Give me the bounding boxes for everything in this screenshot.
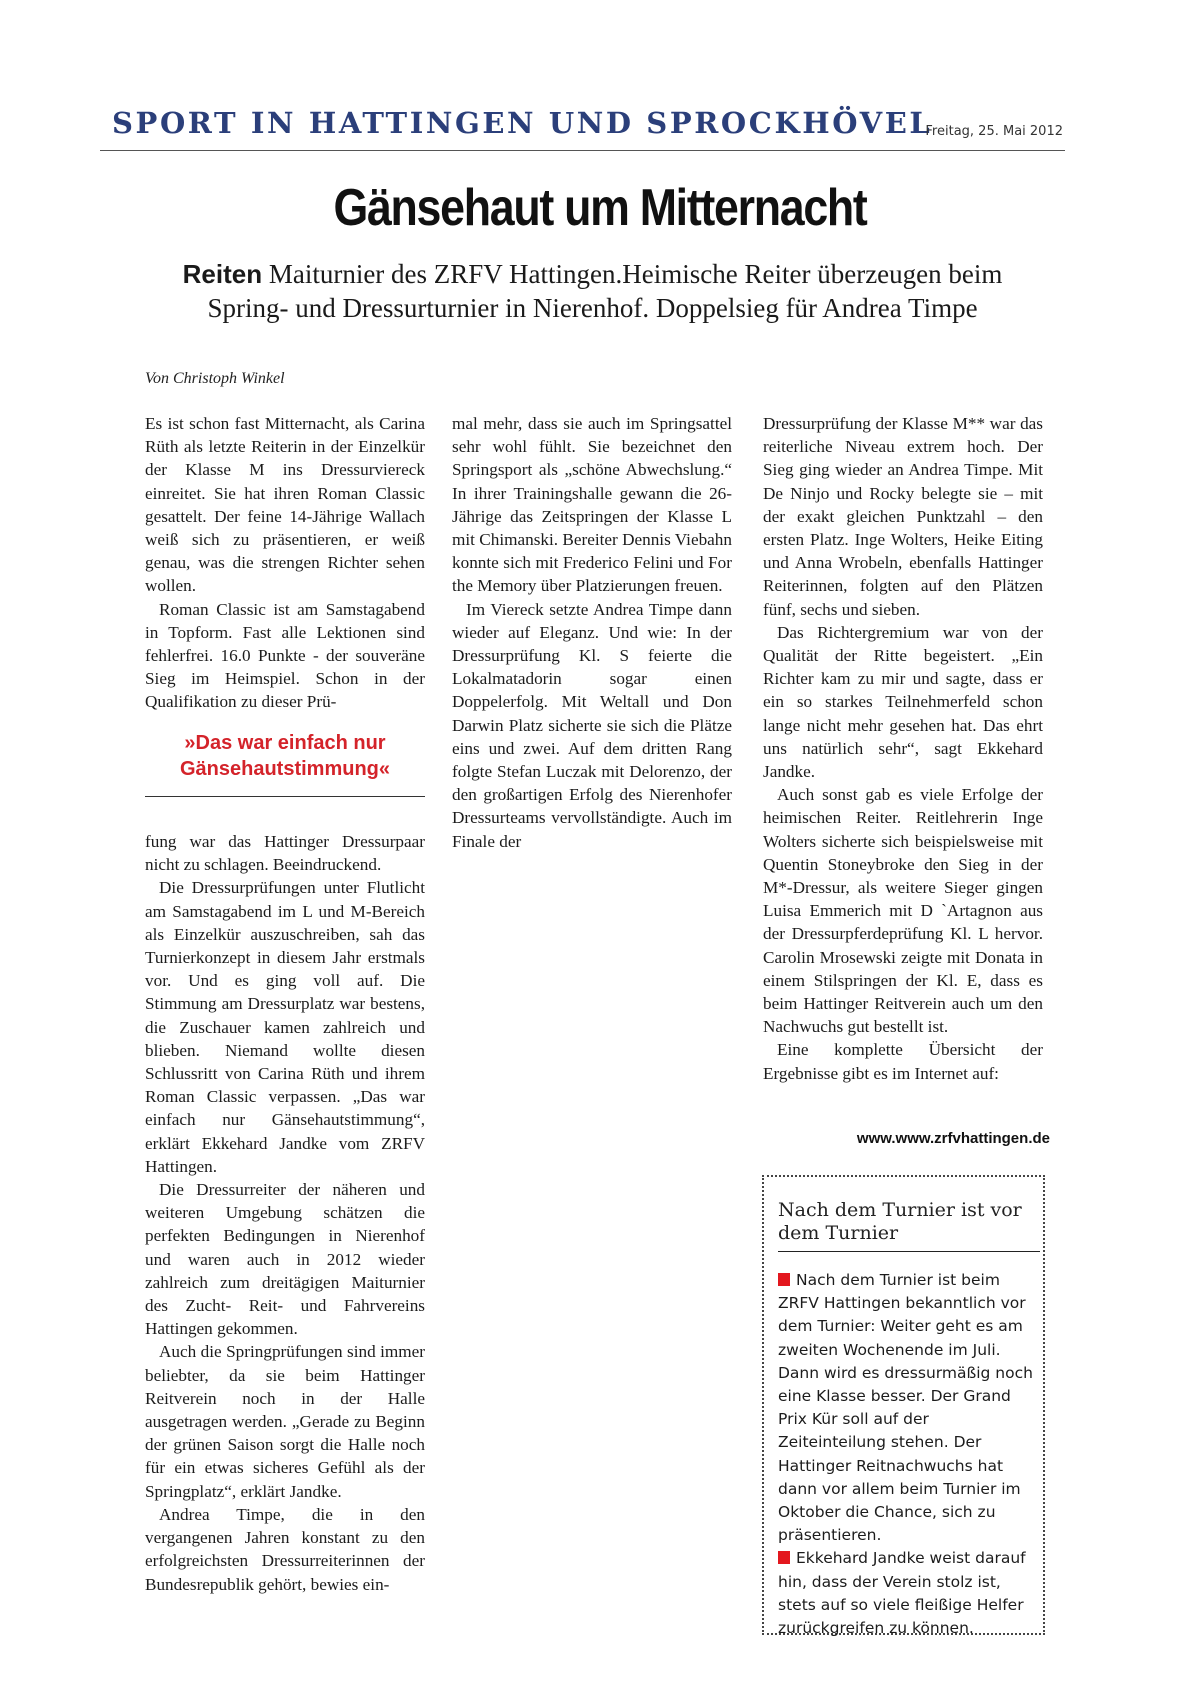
paragraph: Andrea Timpe, die in den vergangenen Jahren konstant zu den erfolgreichsten Dressurreiterinnen der Bundesrepublik gehört, bewies ein- — [145, 1504, 425, 1594]
article-subhead-text: Maiturnier des ZRFV Hattingen.Heimische Reiter überzeugen beim Spring- und Dressurturnier in Nierenhof. Doppelsieg für Andrea Timpe — [207, 259, 1003, 323]
pull-quote: »Das war einfach nur Gänsehautstimmung« — [145, 730, 425, 797]
publication-date: Freitag, 25. Mai 2012 — [925, 124, 1063, 139]
info-box-item-text: Ekkehard Jandke weist darauf hin, dass der Verein stolz ist, stets auf so viele fleißige Helfer zurückgreifen zu können. — [778, 1549, 1026, 1638]
red-square-bullet-icon — [778, 1551, 790, 1564]
paragraph: Eine komplette Übersicht der Ergebnisse gibt es im Internet auf: — [763, 1040, 1043, 1083]
paragraph: Roman Classic ist am Samstagabend in Topform. Fast alle Lektionen sind fehlerfrei. 16.0 Punkte - der souveräne Sieg im Heimspiel. Schon in der Qualifikation zu dieser Prü- — [145, 599, 425, 712]
paragraph: Im Viereck setzte Andrea Timpe dann wieder auf Eleganz. Und wie: In der Dressurprüfung Kl. S feierte die Lokalmatadorin sogar einen Doppelerfolg. Mit Weltall und Don Darwin Platz sicherte sie sich die Plätze eins und zwei. Auf dem dritten Rang folgte Stefan Luczak mit Delorenzo, der den großartigen Erfolg des Nierenhofer Dressurteams vervollständigte. Auch im Finale der — [452, 599, 732, 851]
byline: Von Christoph Winkel — [145, 370, 285, 387]
info-box-item-text: Nach dem Turnier ist beim ZRFV Hattingen bekanntlich vor dem Turnier: Weiter geht es am zweiten Wochenende im Juli. Dann wird es dressurmäßig noch eine Klasse besser. Der Grand Prix Kür soll auf der Zeiteinteilung stehen. Der Hattinger Reitnachwuchs hat dann vor allem beim Turnier im Oktober die Chance, sich zu präsentieren. — [778, 1271, 1033, 1545]
article-column-1-continued — [145, 830, 425, 1596]
section-title: SPORT IN HATTINGEN UND SPROCKHÖVEL — [112, 106, 933, 140]
article-headline: Gänsehaut um Mitternacht — [333, 179, 867, 237]
article-column-3 — [763, 412, 1043, 1085]
info-box-body — [778, 1269, 1040, 1640]
paragraph: Auch sonst gab es viele Erfolge der heimischen Reiter. Reitlehrerin Inge Wolters sicherte sich beispielsweise mit Quentin Stoneybroke den Sieg in der M*-Dressur, als weitere Sieger gingen Luisa Emmerich mit D `Artagnon aus der Dressurpferdeprüfung Kl. L hervor. Carolin Mrosewski zeigte mit Donata in einem Stilspringen der Kl. E, dass es beim Hattinger Reitverein auch um den Nachwuchs gut bestellt ist. — [763, 785, 1043, 1037]
paragraph: Die Dressurprüfungen unter Flutlicht am Samstagabend im L und M-Bereich als Einzelkür auszuschreiben, sah das Turnierkonzept in diesem Jahr erstmals vor. Und es ging voll auf. Die Stimmung am Dressurplatz war bestens, die Zuschauer kamen zahlreich und blieben. Niemand wollte diesen Schlussritt von Carina Rüth und ihrem Roman Classic verpassen. „Das war einfach nur Gänsehautstimmung“, erklärt Ekkehard Jandke vom ZRFV Hattingen. — [145, 878, 425, 1176]
article-column-1 — [145, 412, 425, 714]
paragraph: Dressurprüfung der Klasse M** war das reiterliche Niveau extrem hoch. Der Sieg ging wieder an Andrea Timpe. Mit De Ninjo und Rocky belegte sie – mit der exakt gleichen Punktzahl – den ersten Platz. Inge Wolters, Heike Eiting und Anna Wrobeln, ebenfalls Hattinger Reiterinnen, folgten auf den Plätzen fünf, sechs und sieben. — [763, 414, 1043, 619]
paragraph: fung war das Hattinger Dressurpaar nicht zu schlagen. Beeindruckend. — [145, 832, 425, 875]
paragraph: Es ist schon fast Mitternacht, als Carina Rüth als letzte Reiterin in der Einzelkür der Klasse M ins Dressurviereck einreitet. Sie hat ihren Roman Classic gesattelt. Der feine 14-Jährige Wallach weiß sich zu präsentieren, er weiß genau, was die strengen Richter sehen wollen. — [145, 414, 425, 596]
section-header — [100, 104, 1065, 151]
info-box-item — [778, 1269, 1040, 1547]
info-box-title: Nach dem Turnier ist vor dem Turnier — [778, 1199, 1040, 1252]
website-link[interactable]: www.www.zrfvhattingen.de — [856, 1130, 1050, 1147]
article-kicker: Reiten — [182, 259, 263, 289]
paragraph: Das Richtergremium war von der Qualität der Ritte begeistert. „Ein Richter kam zu mir und sagte, dass er ein so starkes Teilnehmerfeld schon lange nicht mehr gesehen hat. Das ehrt uns natürlich sehr“, sagt Ekkehard Jandke. — [763, 622, 1043, 782]
paragraph: mal mehr, dass sie auch im Springsattel sehr wohl fühlt. Sie bezeichnet den Springsport als „schöne Abwechslung.“ In ihrer Trainingshalle gewann die 26-Jährige das Zeitspringen der Klasse L mit Chimanski. Bereiter Dennis Viebahn konnte sich mit Frederico Felini und For the Memory über Platzierungen freuen. — [452, 414, 732, 596]
article-subhead — [140, 257, 1045, 325]
info-box-item — [778, 1547, 1040, 1640]
article-column-2 — [452, 412, 732, 853]
paragraph: Die Dressurreiter der näheren und weiteren Umgebung schätzen die perfekten Bedingungen in Nierenhof und waren auch in 2012 wieder zahlreich zum dreitägigen Maiturnier des Zucht- Reit- und Fahrvereins Hattingen gekommen. — [145, 1180, 425, 1339]
paragraph: Auch die Springprüfungen sind immer beliebter, da sie beim Hattinger Reitverein noch in der Halle ausgetragen werden. „Gerade zu Beginn der grünen Saison sorgt die Halle noch für ein etwas sicheres Gefühl als der Springplatz“, erklärt Jandke. — [145, 1342, 425, 1501]
info-box — [762, 1175, 1045, 1638]
red-square-bullet-icon — [778, 1273, 790, 1286]
